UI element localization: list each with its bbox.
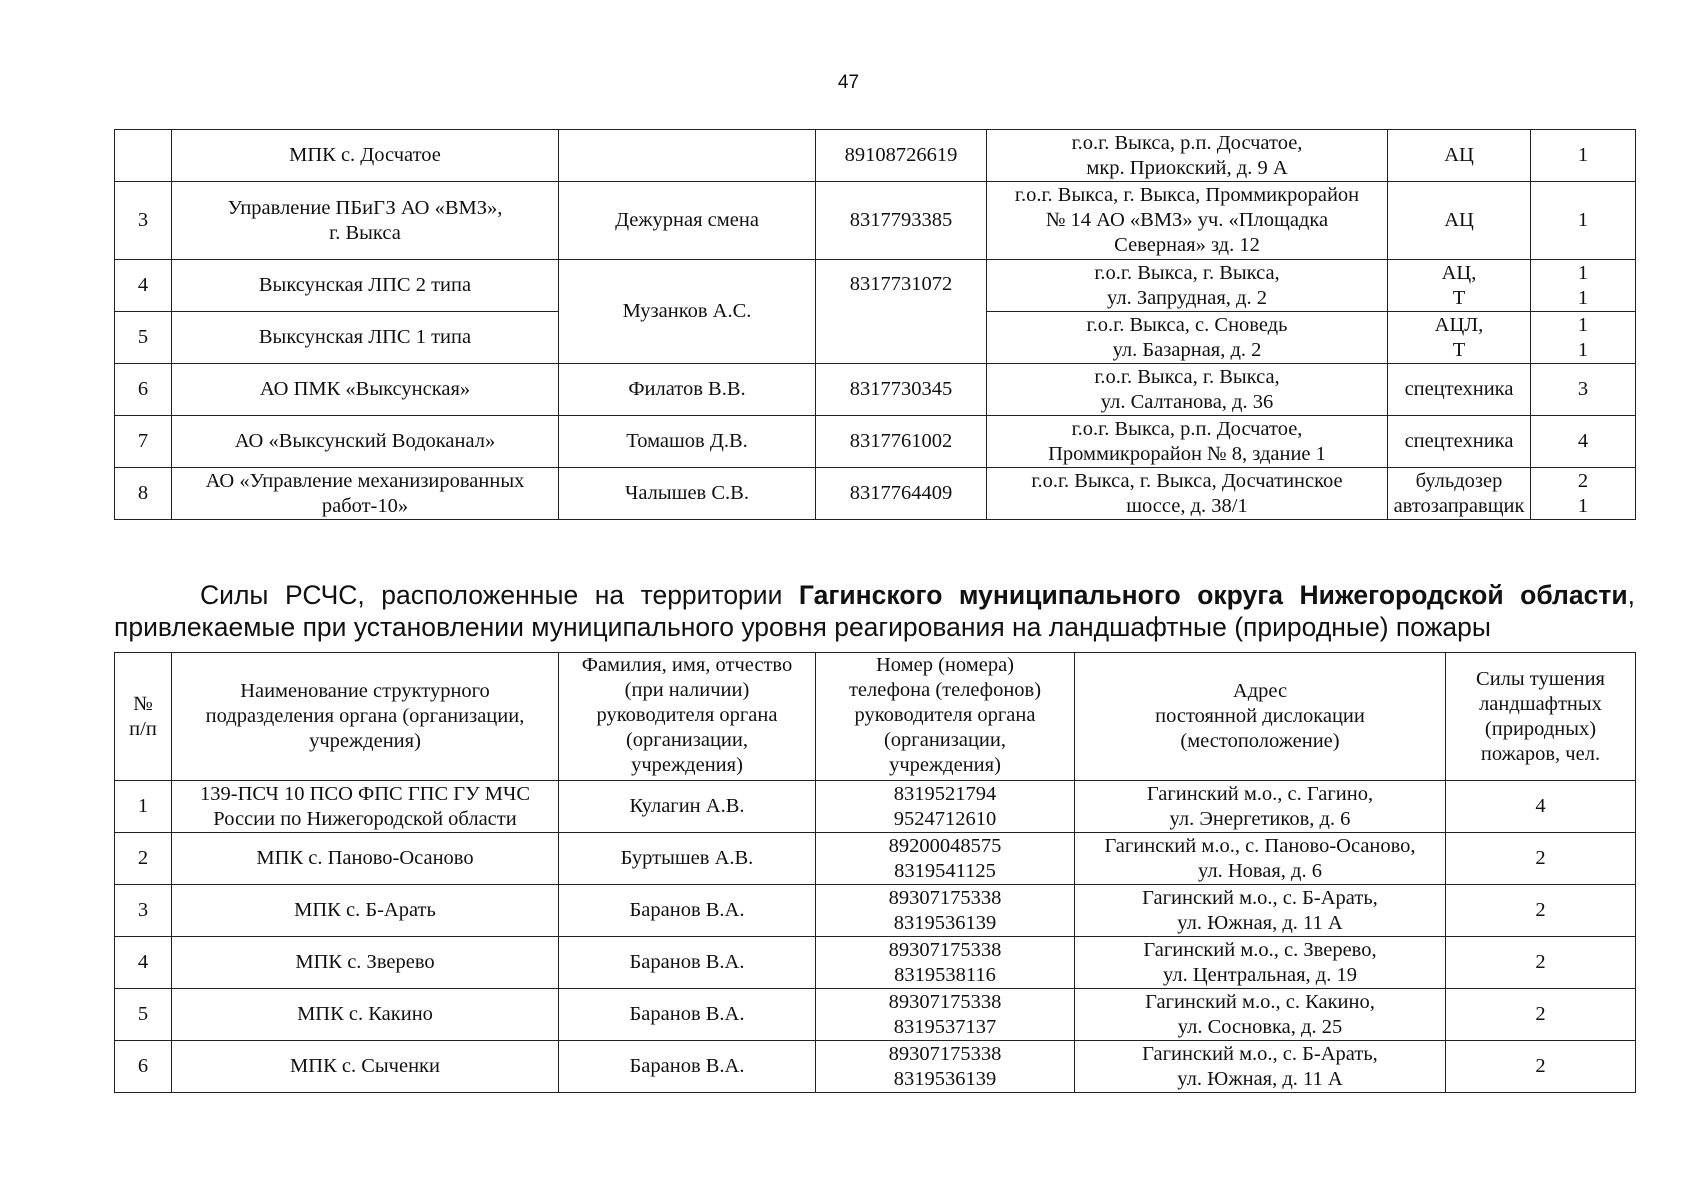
page-number: 47: [837, 72, 860, 93]
table-row: [115, 468, 1636, 520]
unit-name: 139-ПСЧ 10 ПСО ФПС ГПС ГУ МЧС России по Нижегородской области: [172, 781, 559, 833]
table-row: [115, 182, 1636, 260]
equipment-count: 1: [1531, 182, 1636, 260]
table-row: [115, 989, 1636, 1041]
row-number: 5: [115, 989, 172, 1041]
address: г.о.г. Выкса, г. Выкса, Проммикрорайон № 14 АО «ВМЗ» уч. «Площадка Северная» зд. 12: [987, 182, 1388, 260]
equipment: АЦ: [1388, 130, 1531, 182]
header-address: Адрес постоянной дислокации (местоположение): [1075, 653, 1446, 781]
heading-text-continued: , привлекаемые при установлении муниципального уровня реагирования на ландшафтные (природные) пожары: [114, 579, 1635, 642]
equipment: АЦЛ, Т: [1388, 312, 1531, 364]
row-number: 7: [115, 416, 172, 468]
row-number: 2: [115, 833, 172, 885]
row-number: 1: [115, 781, 172, 833]
row-number: 3: [115, 182, 172, 260]
equipment-count: 4: [1531, 416, 1636, 468]
unit-name: Выксунская ЛПС 2 типа: [172, 260, 559, 312]
forces-count: 4: [1446, 781, 1636, 833]
row-number: [115, 130, 172, 182]
address: Гагинский м.о., с. Какино, ул. Сосновка, д. 25: [1075, 989, 1446, 1041]
address: Гагинский м.о., с. Паново-Осаново, ул. Новая, д. 6: [1075, 833, 1446, 885]
equipment: спецтехника: [1388, 364, 1531, 416]
phone: 89200048575 8319541125: [816, 833, 1075, 885]
head-name: [559, 130, 816, 182]
phone: 89307175338 8319538116: [816, 937, 1075, 989]
header-forces: Силы тушения ландшафтных (природных) пожаров, чел.: [1446, 653, 1636, 781]
unit-name: МПК с. Сыченки: [172, 1041, 559, 1093]
header-number: № п/п: [115, 653, 172, 781]
equipment: бульдозер автозаправщик: [1388, 468, 1531, 520]
unit-name: МПК с. Досчатое: [172, 130, 559, 182]
phone: 8317761002: [816, 416, 987, 468]
head-name: Дежурная смена: [559, 182, 816, 260]
table-row: [115, 260, 1636, 312]
address: Гагинский м.о., с. Зверево, ул. Центральная, д. 19: [1075, 937, 1446, 989]
head-name: Баранов В.А.: [559, 937, 816, 989]
phone: 89307175338 8319536139: [816, 1041, 1075, 1093]
address: г.о.г. Выкса, р.п. Досчатое, мкр. Приокский, д. 9 А: [987, 130, 1388, 182]
table-row: [115, 130, 1636, 182]
phone: 8317731072: [816, 260, 987, 364]
table-row: [115, 416, 1636, 468]
table-row: [115, 885, 1636, 937]
unit-name: Выксунская ЛПС 1 типа: [172, 312, 559, 364]
head-name: Чалышев С.В.: [559, 468, 816, 520]
equipment-count: 3: [1531, 364, 1636, 416]
unit-name: АО «Управление механизированных работ-10»: [172, 468, 559, 520]
table-row: [115, 1041, 1636, 1093]
row-number: 5: [115, 312, 172, 364]
unit-name: АО ПМК «Выксунская»: [172, 364, 559, 416]
forces-count: 2: [1446, 989, 1636, 1041]
unit-name: МПК с. Б-Арать: [172, 885, 559, 937]
unit-name: МПК с. Зверево: [172, 937, 559, 989]
row-number: 3: [115, 885, 172, 937]
equipment: АЦ: [1388, 182, 1531, 260]
header-unit-name: Наименование структурного подразделения органа (организации, учреждения): [172, 653, 559, 781]
phone: 8317793385: [816, 182, 987, 260]
phone: 8317730345: [816, 364, 987, 416]
table-gagino-forces: [114, 652, 1636, 1093]
equipment-count: 2 1: [1531, 468, 1636, 520]
unit-name: АО «Выксунский Водоканал»: [172, 416, 559, 468]
row-number: 4: [115, 260, 172, 312]
head-name: Музанков А.С.: [559, 260, 816, 364]
row-number: 6: [115, 1041, 172, 1093]
unit-name: МПК с. Какино: [172, 989, 559, 1041]
address: г.о.г. Выкса, г. Выкса, ул. Салтанова, д. 36: [987, 364, 1388, 416]
header-phone: Номер (номера) телефона (телефонов) руководителя органа (организации, учреждения): [816, 653, 1075, 781]
phone: 89307175338 8319536139: [816, 885, 1075, 937]
row-number: 4: [115, 937, 172, 989]
table-row: [115, 364, 1636, 416]
equipment: спецтехника: [1388, 416, 1531, 468]
address: г.о.г. Выкса, р.п. Досчатое, Проммикрорайон № 8, здание 1: [987, 416, 1388, 468]
heading-text: Силы РСЧС, расположенные на территории: [200, 579, 799, 610]
forces-count: 2: [1446, 1041, 1636, 1093]
forces-count: 2: [1446, 885, 1636, 937]
head-name: Баранов В.А.: [559, 885, 816, 937]
phone: 89108726619: [816, 130, 987, 182]
table-row: [115, 833, 1636, 885]
header-head-name: Фамилия, имя, отчество (при наличии) руководителя органа (организации, учреждения): [559, 653, 816, 781]
address: Гагинский м.о., с. Гагино, ул. Энергетиков, д. 6: [1075, 781, 1446, 833]
equipment: АЦ, Т: [1388, 260, 1531, 312]
table-row: [115, 937, 1636, 989]
table-vyksa-forces: [114, 129, 1636, 520]
table-header-row: [115, 653, 1636, 781]
equipment-count: 1 1: [1531, 312, 1636, 364]
unit-name: МПК с. Паново-Осаново: [172, 833, 559, 885]
address: г.о.г. Выкса, г. Выкса, Досчатинское шоссе, д. 38/1: [987, 468, 1388, 520]
row-number: 6: [115, 364, 172, 416]
head-name: Филатов В.В.: [559, 364, 816, 416]
equipment-count: 1: [1531, 130, 1636, 182]
forces-count: 2: [1446, 937, 1636, 989]
head-name: Кулагин А.В.: [559, 781, 816, 833]
phone: 8317764409: [816, 468, 987, 520]
row-number: 8: [115, 468, 172, 520]
head-name: Томашов Д.В.: [559, 416, 816, 468]
head-name: Баранов В.А.: [559, 1041, 816, 1093]
head-name: Буртышев А.В.: [559, 833, 816, 885]
table-row: [115, 781, 1636, 833]
address: г.о.г. Выкса, с. Сноведь ул. Базарная, д. 2: [987, 312, 1388, 364]
address: г.о.г. Выкса, г. Выкса, ул. Запрудная, д. 2: [987, 260, 1388, 312]
heading-bold-region: Гагинского муниципального округа Нижегородской области: [798, 579, 1628, 610]
unit-name: Управление ПБиГЗ АО «ВМЗ», г. Выкса: [172, 182, 559, 260]
phone: 89307175338 8319537137: [816, 989, 1075, 1041]
equipment-count: 1 1: [1531, 260, 1636, 312]
address: Гагинский м.о., с. Б-Арать, ул. Южная, д. 11 А: [1075, 1041, 1446, 1093]
head-name: Баранов В.А.: [559, 989, 816, 1041]
section-heading: [114, 579, 1635, 643]
forces-count: 2: [1446, 833, 1636, 885]
phone: 8319521794 9524712610: [816, 781, 1075, 833]
address: Гагинский м.о., с. Б-Арать, ул. Южная, д. 11 А: [1075, 885, 1446, 937]
